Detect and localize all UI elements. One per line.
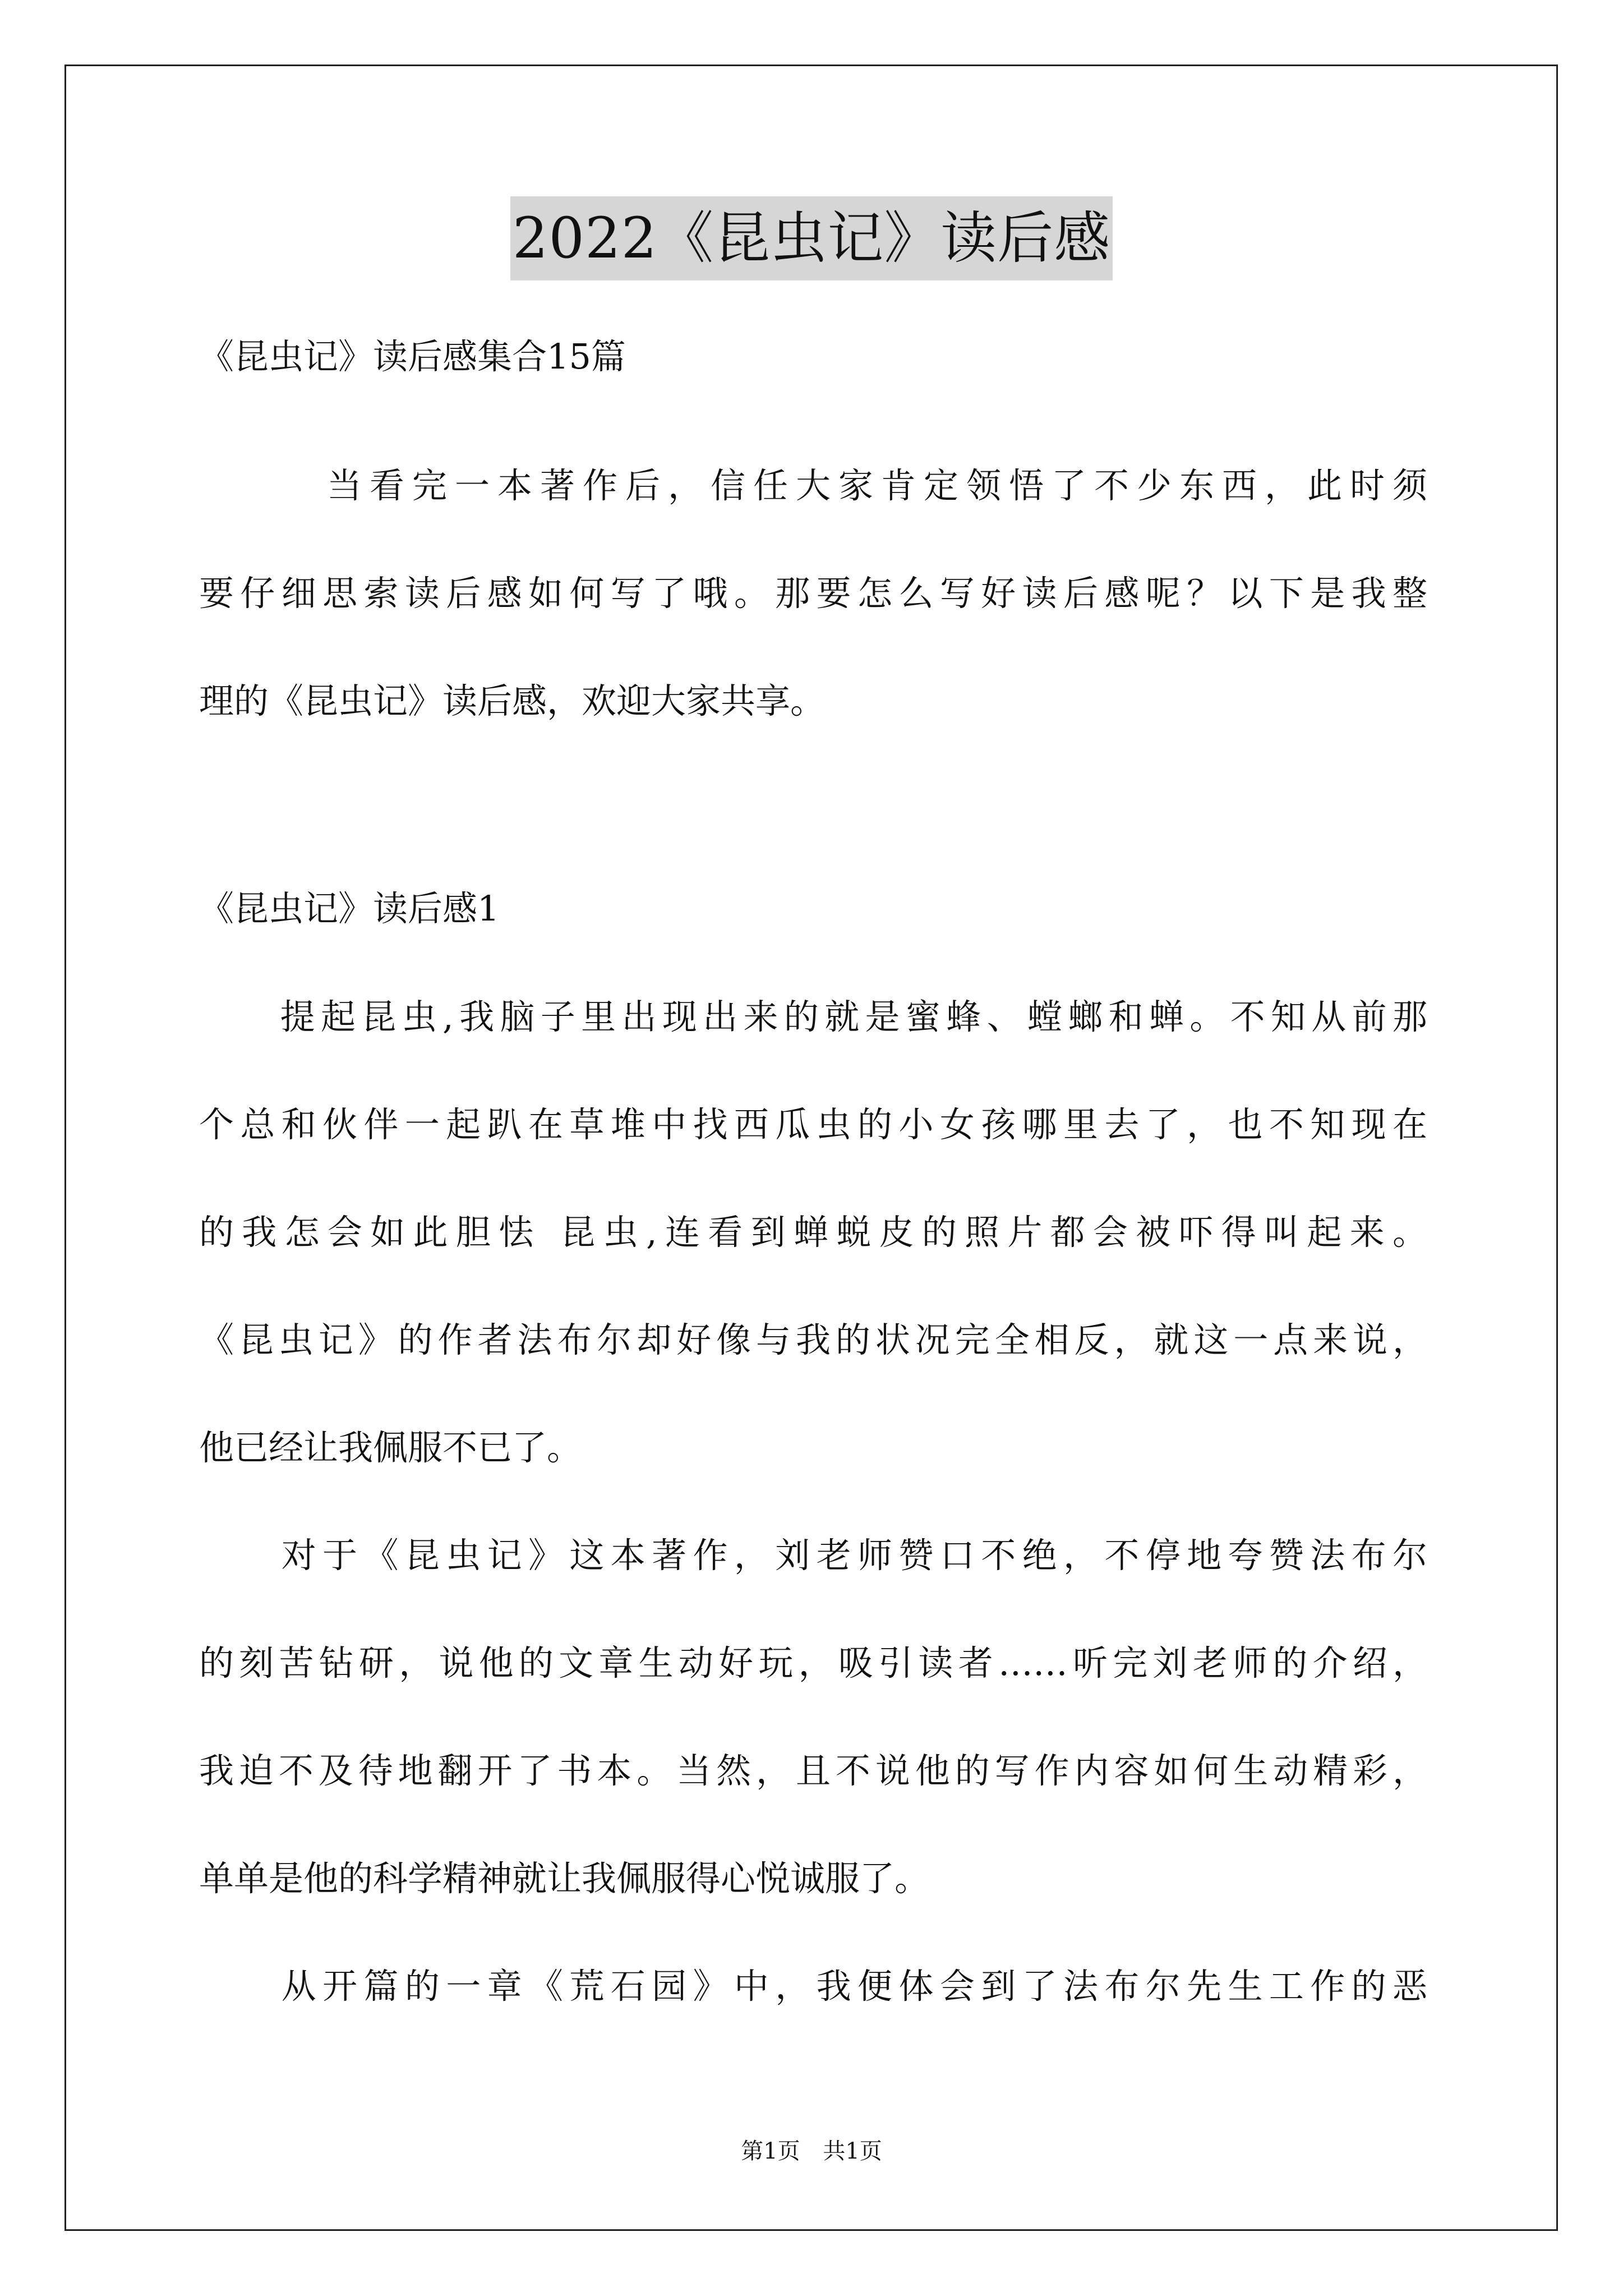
body-line: 的我怎会如此胆怯 昆虫,连看到蝉蜕皮的照片都会被吓得叫起来。 bbox=[199, 1212, 1427, 1253]
section-heading: 《昆虫记》读后感1 bbox=[199, 888, 500, 929]
body-line: 他已经让我佩服不已了。 bbox=[199, 1427, 582, 1468]
page-border bbox=[64, 65, 1558, 2231]
document-title: 2022《昆虫记》读后感 bbox=[510, 196, 1113, 280]
body-line: 单单是他的科学精神就让我佩服得心悦诚服了。 bbox=[199, 1858, 930, 1899]
body-line: 理的《昆虫记》读后感，欢迎大家共享。 bbox=[199, 680, 826, 721]
title-container bbox=[0, 196, 1623, 280]
body-line: 要仔细思索读后感如何写了哦。那要怎么写好读后感呢？以下是我整 bbox=[199, 573, 1427, 614]
page-footer bbox=[0, 2134, 1623, 2168]
body-line: 我迫不及待地翻开了书本。当然，且不说他的写作内容如何生动精彩， bbox=[199, 1750, 1427, 1791]
page-number: 第1页 bbox=[741, 2138, 800, 2164]
page-total: 共1页 bbox=[823, 2138, 882, 2164]
body-line: 个总和伙伴一起趴在草堆中找西瓜虫的小女孩哪里去了，也不知现在 bbox=[199, 1104, 1427, 1145]
body-line: 提起昆虫,我脑子里出现出来的就是蜜蜂、螳螂和蝉。不知从前那 bbox=[199, 996, 1427, 1037]
subtitle-line: 《昆虫记》读后感集合15篇 bbox=[199, 336, 626, 377]
body-line: 对于《昆虫记》这本著作，刘老师赞口不绝，不停地夸赞法布尔 bbox=[199, 1535, 1427, 1576]
body-line: 的刻苦钻研，说他的文章生动好玩，吸引读者……听完刘老师的介绍， bbox=[199, 1642, 1427, 1683]
body-line: 当看完一本著作后，信任大家肯定领悟了不少东西，此时须 bbox=[199, 465, 1427, 506]
body-line: 《昆虫记》的作者法布尔却好像与我的状况完全相反，就这一点来说， bbox=[199, 1319, 1427, 1360]
body-line: 从开篇的一章《荒石园》中，我便体会到了法布尔先生工作的恶 bbox=[199, 1966, 1427, 2007]
